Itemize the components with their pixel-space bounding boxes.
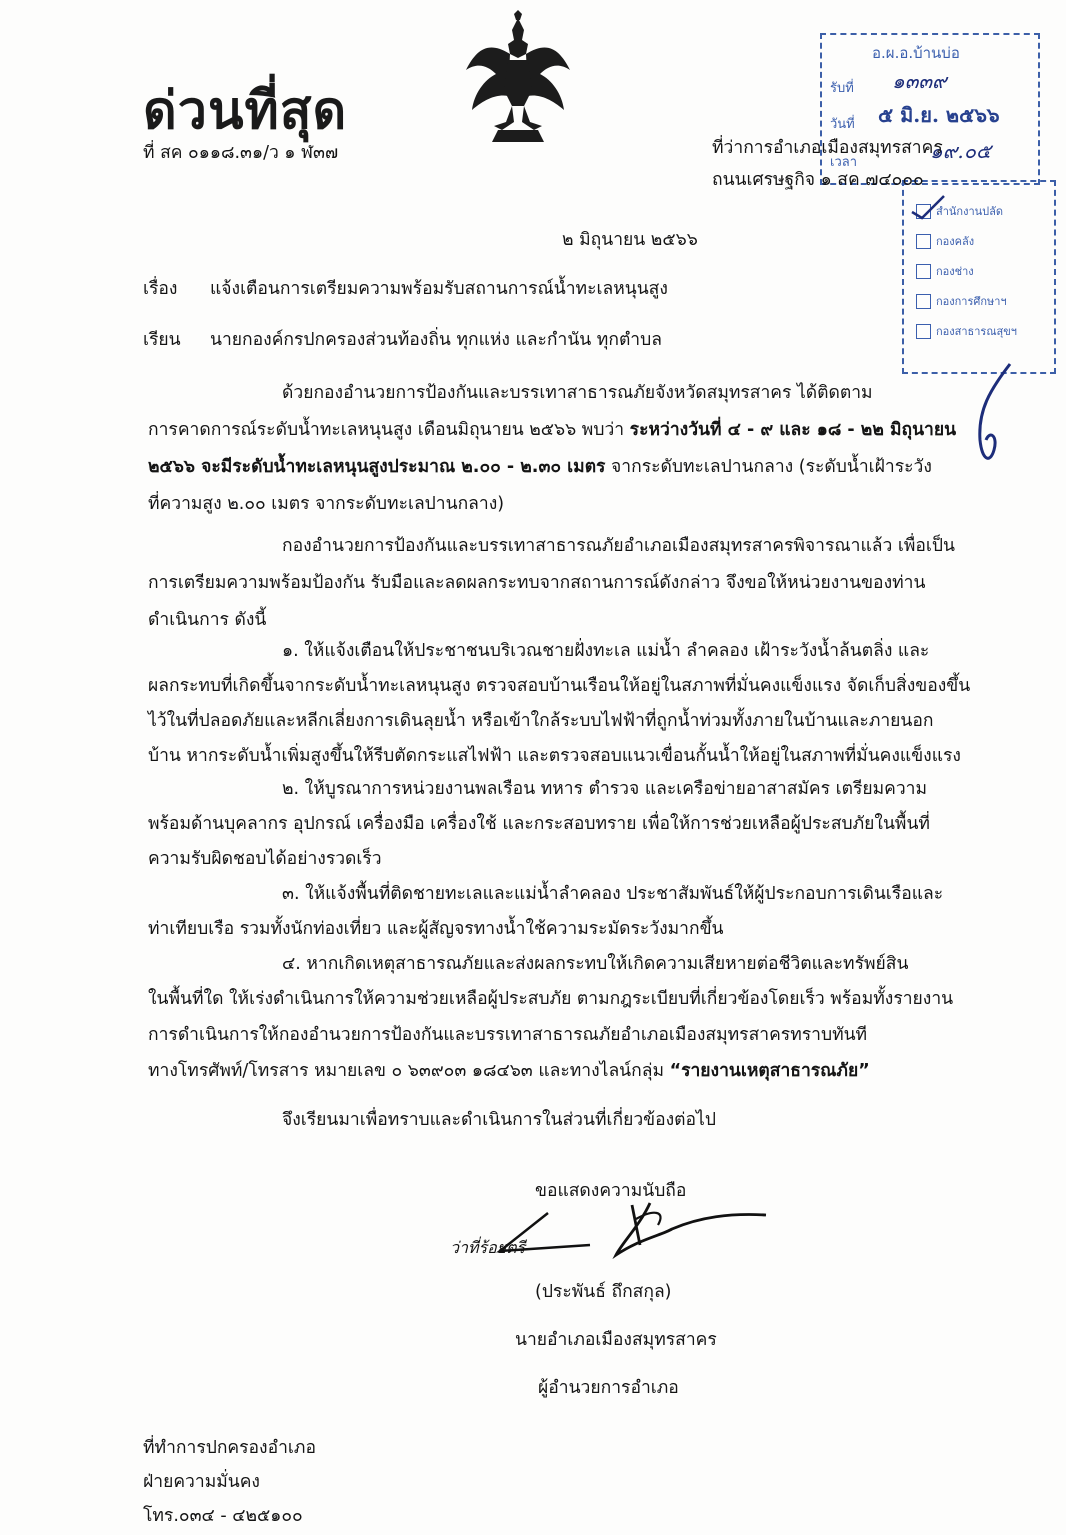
body-line: ด้วยกองอำนวยการป้องกันและบรรเทาสาธารณภัยจังหวัดสมุทรสาคร ได้ติดตาม (282, 383, 873, 403)
signature-rank: ว่าที่ร้อยตรี (450, 1238, 526, 1257)
body-text-bold: “รายงานเหตุสาธารณภัย” (669, 1061, 870, 1081)
checkbox-icon (916, 234, 931, 249)
garuda-emblem-icon (458, 10, 578, 150)
body-line (148, 1056, 870, 1084)
signer-position-secondary: ผู้อำนวยการอำเภอ (538, 1378, 679, 1398)
body-line: การดำเนินการให้กองอำนวยการป้องกันและบรรเทาสาธารณภัยอำเภอเมืองสมุทรสาครทราบทันที (148, 1025, 868, 1045)
stamp-time: ๑๙.๐๕ (930, 139, 992, 163)
stamp-number: ๑๓๓๙ (892, 69, 947, 93)
receive-stamp (820, 33, 1040, 185)
route-item: กองช่าง (936, 265, 974, 278)
body-line (148, 452, 932, 480)
document-number: ที่ สค ๐๑๑๘.๓๑/ว ๑ ฬ๓๗ (143, 143, 339, 163)
body-text: จากระดับทะเลปานกลาง (ระดับน้ำเฝ้าระวัง (605, 457, 932, 477)
route-item: กองการศึกษาฯ (936, 295, 1007, 308)
handwritten-signature (490, 1185, 770, 1275)
body-line: ดำเนินการ ดังนี้ (148, 610, 267, 630)
checkbox-icon (916, 294, 931, 309)
stamp-number-label: รับที่ (830, 81, 854, 96)
regards-text: ขอแสดงความนับถือ (535, 1181, 687, 1201)
body-line: ท่าเทียบเรือ รวมทั้งนักท่องเที่ยว และผู้สัญจรทางน้ำใช้ความระมัดระวังมากขึ้น (148, 919, 724, 939)
subject-text: แจ้งเตือนการเตรียมความพร้อมรับสถานการณ์น้ำทะเลหนุนสูง (210, 279, 668, 299)
stamp-date-label: วันที่ (830, 117, 855, 132)
body-line: ไว้ในที่ปลอดภัยและหลีกเลี่ยงการเดินลุยน้ำ หรือเข้าใกล้ระบบไฟฟ้าที่ถูกน้ำท่วมทั้งภายในบ้านและภายนอก (148, 711, 934, 731)
margin-handwriting-mark (960, 360, 1020, 470)
stamp-date: ๕ มิ.ย. ๒๕๖๖ (878, 103, 1000, 127)
body-text-bold: ๒๕๖๖ จะมีระดับน้ำทะเลหนุนสูงประมาณ ๒.๐๐ - ๒.๓๐ เมตร (148, 457, 606, 477)
urgency-heading: ด่วนที่สุด (143, 80, 348, 141)
body-line: ผลกระทบที่เกิดขึ้นจากระดับน้ำทะเลหนุนสูง ตรวจสอบบ้านเรือนให้อยู่ในสภาพที่มั่นคงแข็งแรง จัดเก็บสิ่งของขึ้น (148, 676, 971, 696)
route-item: กองคลัง (936, 235, 975, 248)
signer-name: (ประพันธ์ ถึกสกุล) (535, 1282, 672, 1302)
document-date: ๒ มิถุนายน ๒๕๖๖ (562, 230, 698, 250)
check-mark-icon (908, 192, 948, 222)
footer-office: ที่ทำการปกครองอำเภอ (143, 1438, 316, 1458)
body-line: ความรับผิดชอบได้อย่างรวดเร็ว (148, 849, 382, 869)
office-address-line1: ที่ว่าการอำเภอเมืองสมุทรสาคร (712, 138, 943, 158)
body-text-bold: ระหว่างวันที่ ๔ - ๙ และ ๑๘ - ๒๒ มิถุนายน (629, 420, 957, 440)
to-label: เรียน (143, 330, 181, 350)
stamp-office: อ.ผ.อ.บ้านบ่อ (872, 44, 960, 62)
body-line: ในพื้นที่ใด ให้เร่งดำเนินการให้ความช่วยเหลือผู้ประสบภัย ตามกฎระเบียบที่เกี่ยวข้องโดยเร็ว พร้อมทั้งรายงาน (148, 989, 954, 1009)
route-item: กองสาธารณสุขฯ (936, 325, 1017, 338)
body-line: ๓. ให้แจ้งพื้นที่ติดชายทะเลและแม่น้ำลำคลอง ประชาสัมพันธ์ให้ผู้ประกอบการเดินเรือและ (282, 884, 944, 904)
subject-label: เรื่อง (143, 279, 178, 299)
body-line: พร้อมด้านบุคลากร อุปกรณ์ เครื่องมือ เครื่องใช้ และกระสอบทราย เพื่อให้การช่วยเหลือผู้ประสบภัยในพื้นที่ (148, 814, 930, 834)
body-text: ทางโทรศัพท์/โทรสาร หมายเลข ๐ ๖๓๙๐๓ ๑๘๔๖๓ และทางไลน์กลุ่ม (148, 1061, 670, 1081)
body-text: การคาดการณ์ระดับน้ำทะเลหนุนสูง เดือนมิถุนายน ๒๕๖๖ พบว่า (148, 420, 630, 440)
body-line: บ้าน หากระดับน้ำเพิ่มสูงขึ้นให้รีบตัดกระแสไฟฟ้า และตรวจสอบแนวเขื่อนกั้นน้ำให้อยู่ในสภาพที่มั่นคงแข็งแรง (148, 746, 961, 766)
closing-line: จึงเรียนมาเพื่อทราบและดำเนินการในส่วนที่เกี่ยวข้องต่อไป (282, 1110, 716, 1130)
stamp-time-label: เวลา (830, 155, 858, 170)
to-text: นายกองค์กรปกครองส่วนท้องถิ่น ทุกแห่ง และกำนัน ทุกตำบล (210, 330, 662, 350)
checkbox-icon (916, 264, 931, 279)
body-line: การเตรียมความพร้อมป้องกัน รับมือและลดผลกระทบจากสถานการณ์ดังกล่าว จึงขอให้หน่วยงานของท่าน (148, 573, 926, 593)
signer-position: นายอำเภอเมืองสมุทรสาคร (515, 1330, 717, 1350)
footer-division: ฝ่ายความมั่นคง (143, 1472, 260, 1492)
checkbox-icon (916, 324, 931, 339)
body-line: กองอำนวยการป้องกันและบรรเทาสาธารณภัยอำเภอเมืองสมุทรสาครพิจารณาแล้ว เพื่อเป็น (282, 536, 955, 556)
body-line: ๒. ให้บูรณาการหน่วยงานพลเรือน ทหาร ตำรวจ และเครือข่ายอาสาสมัคร เตรียมความ (282, 779, 928, 799)
route-item: สำนักงานปลัด (936, 205, 1004, 218)
footer-phone: โทร.๐๓๔ - ๔๒๕๑๐๐ (143, 1506, 303, 1526)
body-line (148, 415, 956, 443)
body-line: ๑. ให้แจ้งเตือนให้ประชาชนบริเวณชายฝั่งทะเล แม่น้ำ ลำคลอง เฝ้าระวังน้ำล้นตลิ่ง และ (282, 641, 930, 661)
office-address-line2: ถนนเศรษฐกิจ ๑ สค ๗๔๐๐๐ (712, 170, 924, 190)
body-line: ที่ความสูง ๒.๐๐ เมตร จากระดับทะเลปานกลาง) (148, 494, 505, 514)
body-line: ๔. หากเกิดเหตุสาธารณภัยและส่งผลกระทบให้เกิดความเสียหายต่อชีวิตและทรัพย์สิน (282, 954, 909, 974)
routing-stamp (902, 180, 1056, 374)
